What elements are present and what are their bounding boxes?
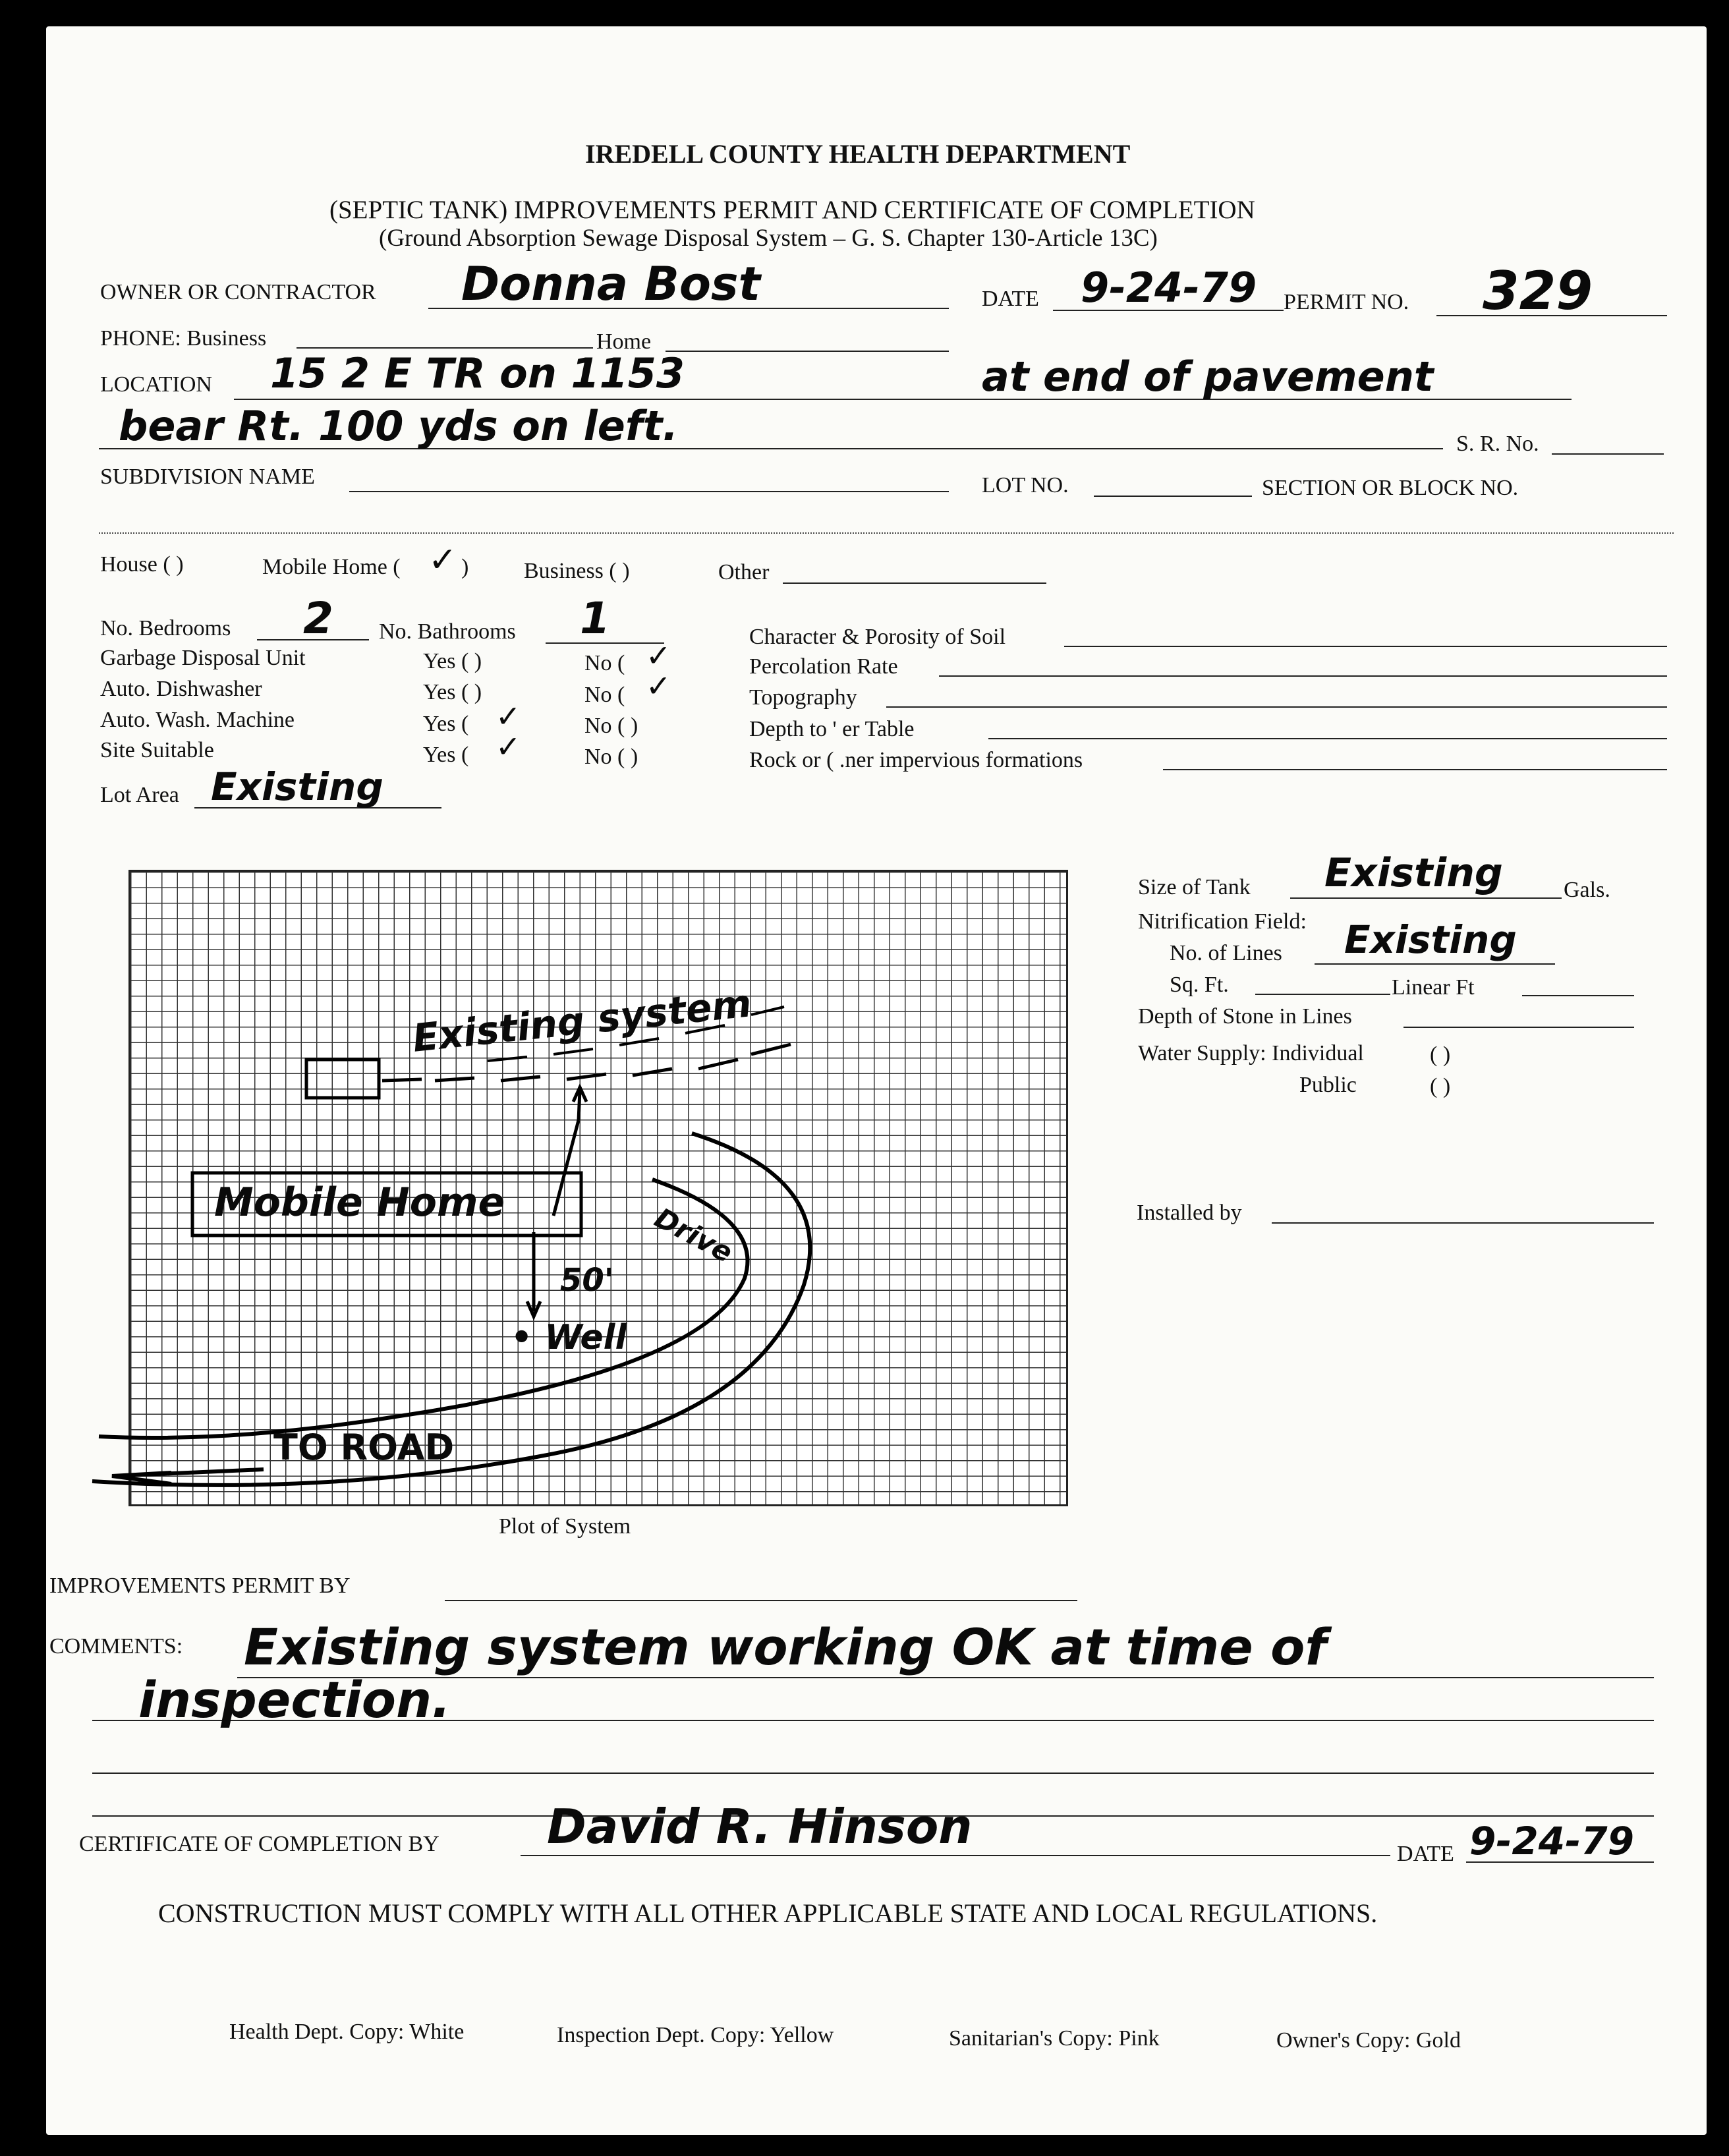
sqft-line — [1255, 994, 1390, 995]
bedrooms-label: No. Bedrooms — [100, 616, 231, 640]
wash-machine-no: No ( ) — [584, 714, 638, 738]
installed-label: Installed by — [1137, 1201, 1242, 1225]
dishwasher-checkmark: ✓ — [646, 668, 671, 704]
certificate-date-label: DATE — [1397, 1842, 1454, 1866]
comments-value-2: inspection. — [138, 1670, 451, 1729]
form-title: (SEPTIC TANK) IMPROVEMENTS PERMIT AND CERTIFICATE OF COMPLETION — [329, 196, 1255, 224]
wash-machine-checkmark: ✓ — [496, 698, 521, 734]
lines-value: Existing — [1344, 917, 1517, 962]
lot-label: LOT NO. — [982, 473, 1069, 497]
bathrooms-value: 1 — [580, 593, 610, 644]
section-label: SECTION OR BLOCK NO. — [1262, 476, 1519, 500]
gals-label: Gals. — [1564, 878, 1610, 902]
date-value: 9-24-79 — [1081, 264, 1257, 312]
sewer-line — [553, 1091, 580, 1216]
lot-area-label: Lot Area — [100, 783, 179, 807]
plot-caption: Plot of System — [499, 1514, 631, 1539]
mobile-home-option: Mobile Home ( — [262, 555, 401, 579]
permit-value: 329 — [1483, 260, 1593, 322]
wash-machine-label: Auto. Wash. Machine — [100, 708, 295, 732]
lines-line — [1315, 963, 1555, 965]
comments-line-3 — [92, 1773, 1654, 1774]
certificate-label: CERTIFICATE OF COMPLETION BY — [79, 1832, 439, 1856]
location-value-1b: at end of pavement — [982, 353, 1434, 401]
certificate-signature: David R. Hinson — [547, 1799, 973, 1854]
nitrification-label: Nitrification Field: — [1138, 909, 1307, 934]
certificate-date-value: 9-24-79 — [1469, 1819, 1634, 1863]
house-option: House ( ) — [100, 552, 184, 577]
plot-distance: 50' — [560, 1262, 614, 1299]
improvements-line — [445, 1600, 1077, 1601]
copy-inspection: Inspection Dept. Copy: Yellow — [557, 2023, 834, 2047]
soil-character-label: Character & Porosity of Soil — [749, 625, 1006, 649]
plot-drive: Drive — [649, 1201, 738, 1269]
date-label: DATE — [982, 287, 1039, 311]
stone-label: Depth of Stone in Lines — [1138, 1004, 1352, 1029]
linear-line — [1522, 995, 1634, 996]
wash-machine-yes: Yes ( — [423, 712, 469, 736]
sqft-label: Sq. Ft. — [1170, 973, 1229, 997]
installed-line — [1272, 1222, 1654, 1224]
plot-mobile-home: Mobile Home — [214, 1179, 505, 1226]
plot-road: TO ROAD — [273, 1427, 455, 1468]
topography-label: Topography — [749, 685, 857, 710]
linear-label: Linear Ft — [1392, 975, 1475, 1000]
garbage-yes: Yes ( ) — [423, 649, 482, 673]
location-value-1: 15 2 E TR on 1153 — [270, 349, 685, 397]
subdivision-label: SUBDIVISION NAME — [100, 465, 315, 489]
lines-label: No. of Lines — [1170, 941, 1282, 965]
lot-area-value: Existing — [211, 764, 383, 809]
owner-value: Donna Bost — [461, 257, 761, 311]
location-value-2: bear Rt. 100 yds on left. — [119, 402, 679, 450]
copy-health: Health Dept. Copy: White — [229, 2020, 465, 2044]
mobile-home-close: ) — [461, 555, 469, 579]
mobile-home-checkmark: ✓ — [428, 540, 457, 580]
improvements-label: IMPROVEMENTS PERMIT BY — [49, 1574, 351, 1598]
water-public-label: Public — [1299, 1073, 1357, 1097]
water-public-box: ( ) — [1430, 1074, 1451, 1098]
certificate-line — [521, 1855, 1390, 1856]
other-label: Other — [718, 560, 770, 584]
distance-arrow — [527, 1232, 540, 1317]
percolation-label: Percolation Rate — [749, 654, 898, 679]
phone-home-label: Home — [596, 329, 652, 354]
garbage-checkmark: ✓ — [646, 638, 671, 673]
location-label: LOCATION — [100, 372, 212, 397]
tank-size-label: Size of Tank — [1138, 875, 1251, 899]
site-suitable-no: No ( ) — [584, 745, 638, 769]
phone-business-label: PHONE: Business — [100, 326, 267, 351]
garbage-label: Garbage Disposal Unit — [100, 646, 306, 670]
form-subtitle: (Ground Absorption Sewage Disposal System – G. S. Chapter 130-Article 13C) — [379, 225, 1158, 252]
stone-line — [1403, 1027, 1634, 1028]
compliance-notice: CONSTRUCTION MUST COMPLY WITH ALL OTHER APPLICABLE STATE AND LOCAL REGULATIONS. — [158, 1898, 1378, 1928]
dishwasher-label: Auto. Dishwasher — [100, 677, 262, 701]
owner-label: OWNER OR CONTRACTOR — [100, 280, 376, 304]
water-table-label: Depth to ' er Table — [749, 717, 915, 741]
dishwasher-no: No ( — [584, 683, 625, 707]
plot-well: • Well — [511, 1318, 627, 1357]
dishwasher-yes: Yes ( ) — [423, 680, 482, 704]
water-individual-box: ( ) — [1430, 1042, 1451, 1067]
comments-value-1: Existing system working OK at time of — [244, 1618, 1327, 1676]
septic-tank-drawing — [306, 1060, 379, 1098]
water-individual-label: Water Supply: Individual — [1138, 1041, 1364, 1065]
site-suitable-label: Site Suitable — [100, 738, 214, 762]
tank-size-line — [1290, 897, 1562, 899]
copy-sanitarian: Sanitarian's Copy: Pink — [949, 2026, 1160, 2051]
garbage-no: No ( — [584, 651, 625, 675]
sr-label: S. R. No. — [1456, 432, 1539, 456]
copy-owner: Owner's Copy: Gold — [1276, 2028, 1461, 2053]
plot-existing-system: Existing system — [410, 980, 754, 1061]
bedrooms-value: 2 — [303, 593, 333, 644]
business-option: Business ( ) — [524, 559, 630, 583]
site-suitable-yes: Yes ( — [423, 743, 469, 767]
department-heading: IREDELL COUNTY HEALTH DEPARTMENT — [585, 139, 1131, 169]
comments-label: COMMENTS: — [49, 1634, 183, 1659]
site-suitable-checkmark: ✓ — [496, 729, 521, 764]
tank-size-value: Existing — [1324, 850, 1503, 896]
bathrooms-label: No. Bathrooms — [379, 619, 516, 644]
rock-label: Rock or ( .ner impervious formations — [749, 748, 1083, 772]
permit-label: PERMIT NO. — [1284, 290, 1409, 314]
